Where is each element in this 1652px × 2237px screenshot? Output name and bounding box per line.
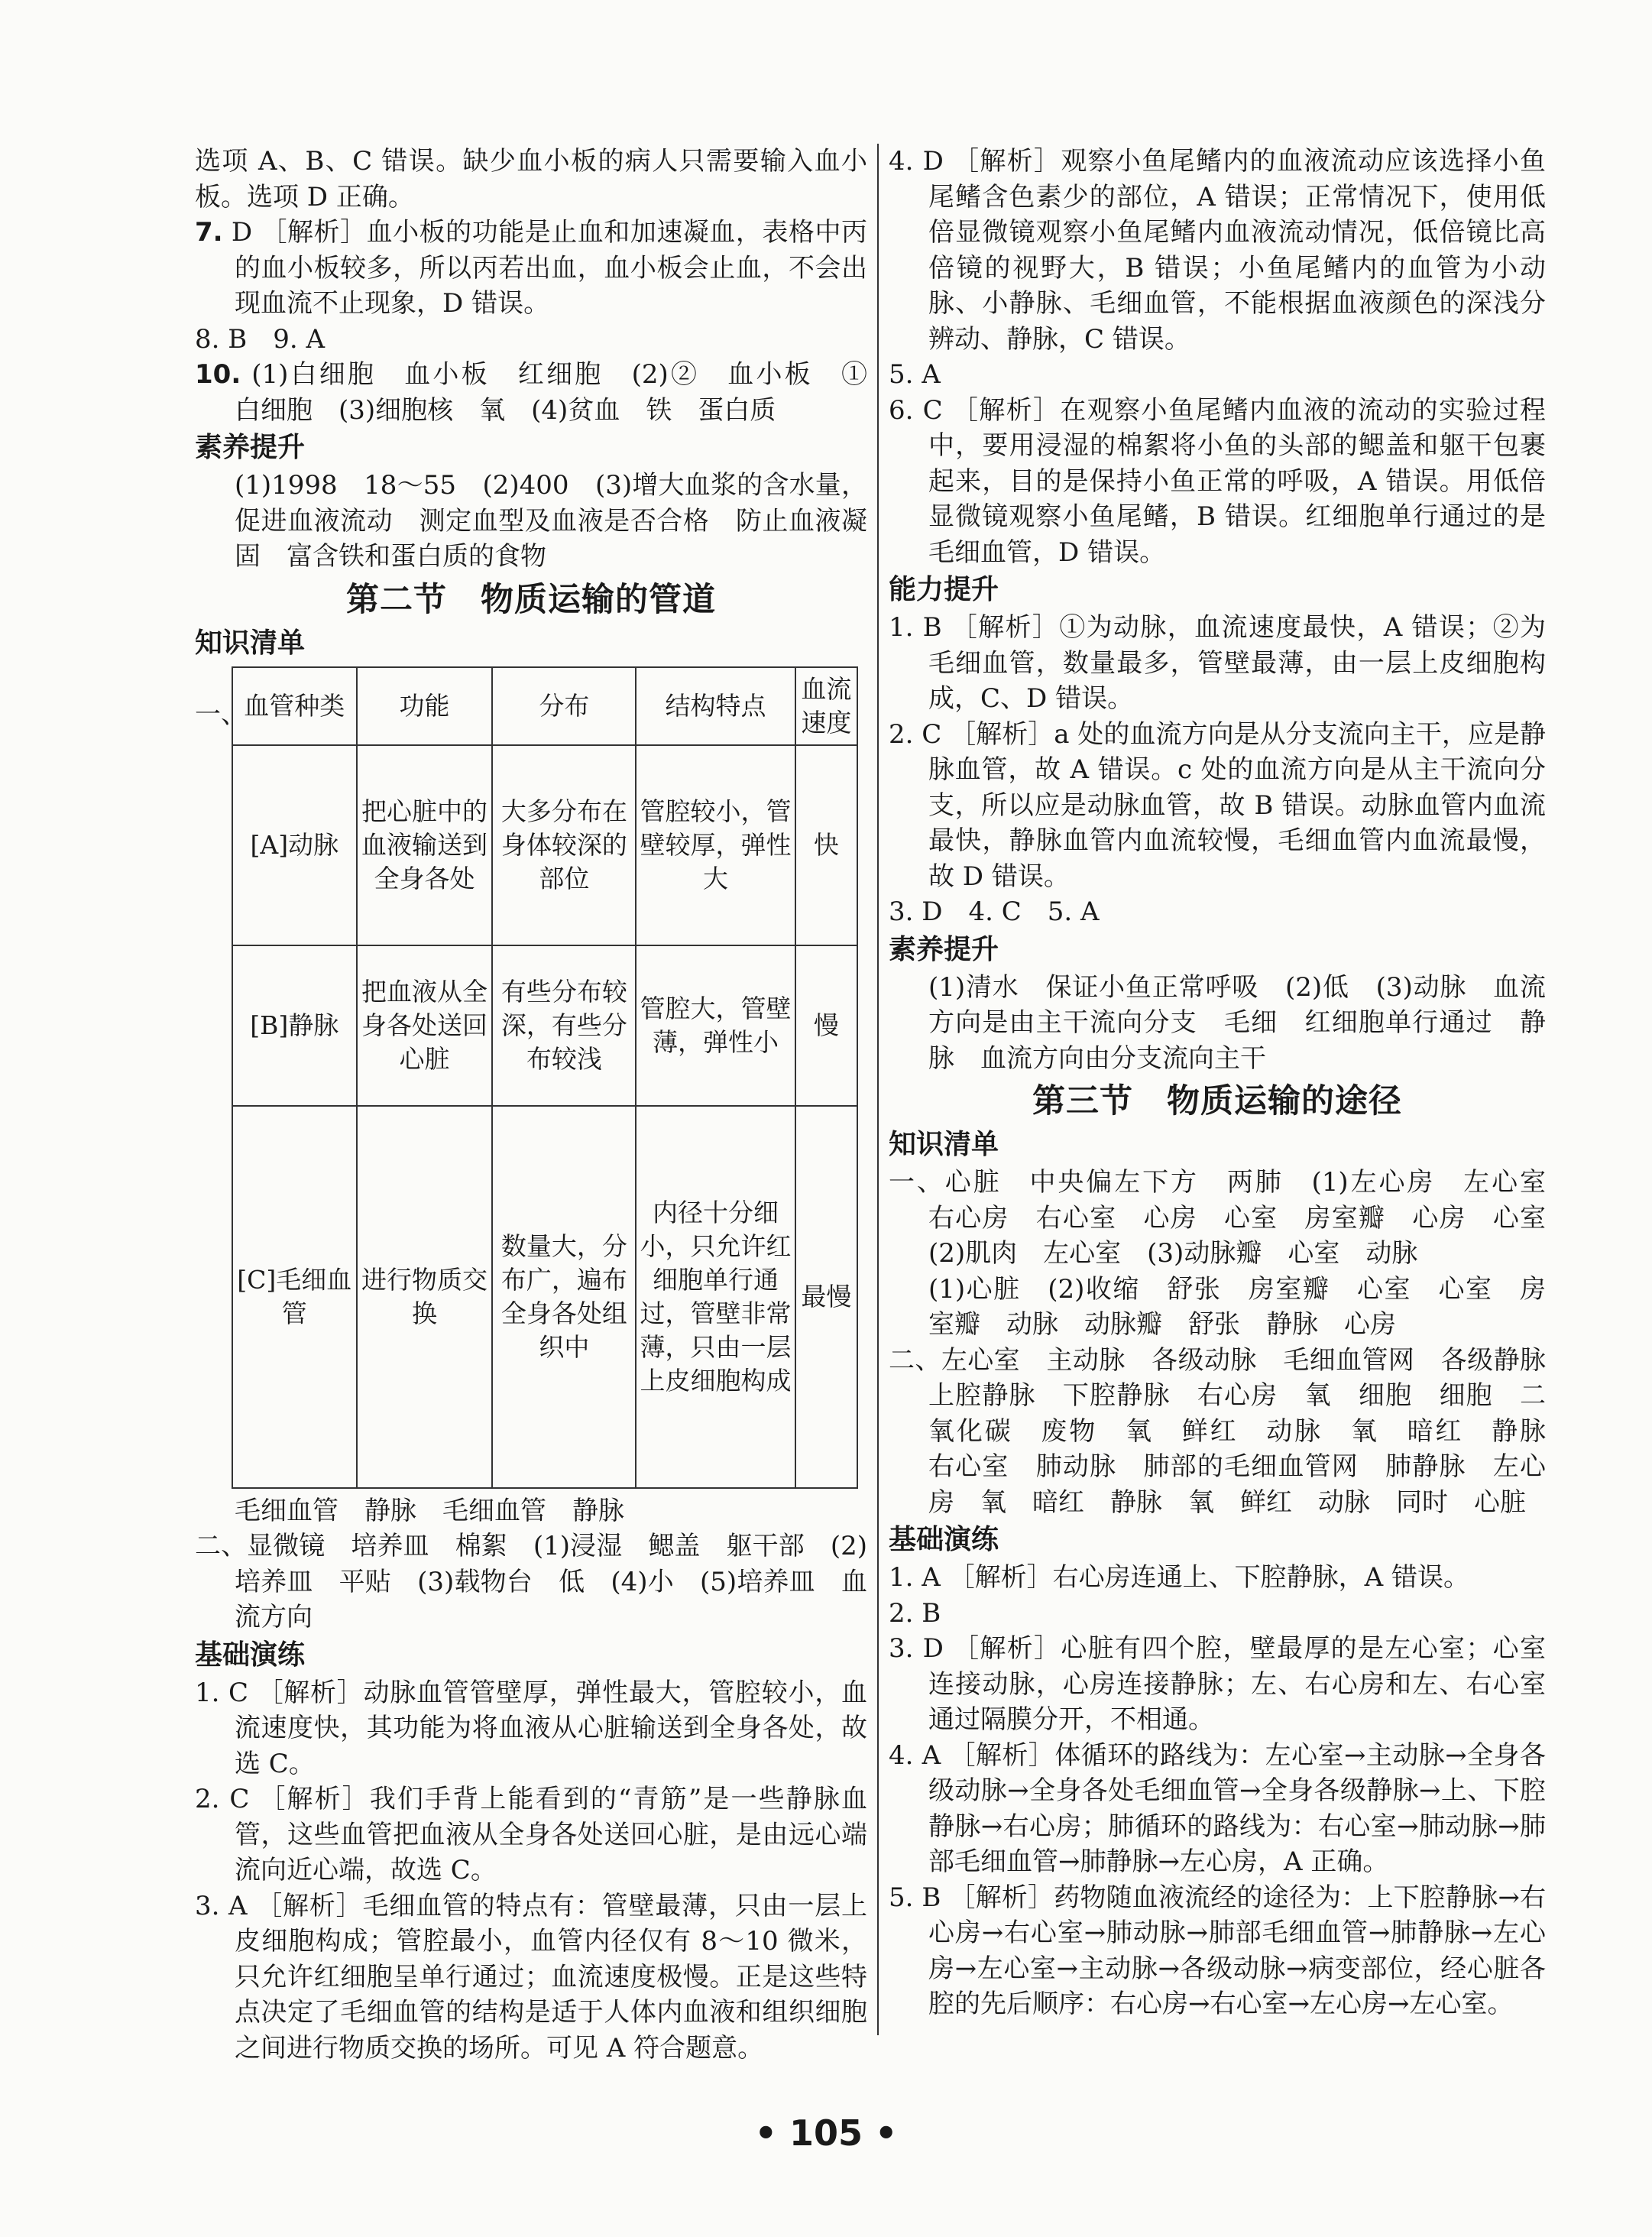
answer-n3: 3. D 4. C 5. A: [889, 896, 1100, 927]
answer-number: 7.: [195, 217, 223, 248]
section-heading: 素养提升: [889, 933, 999, 965]
page-number: • 105 •: [754, 2112, 898, 2154]
answer-j3: 3. D ［解析］心脏有四个腔，壁最厚的是左心室；心室连接动脉，心房连接静脉；左、右心房和左、右心室通过隔膜分开，不相通。: [889, 1633, 1546, 1735]
knowledge-part-2: 二、左心室 主动脉 各级动脉 毛细血管网 各级静脉 上腔静脉 下腔静脉 右心房 氧 细胞 细胞 二氧化碳 废物 氧 鲜红 动脉 氧 暗红 静脉 右心室 肺动脉 肺部的毛细血管网 肺静脉 左心房 氧 暗红 静脉 氧 鲜红 动脉 同时 心脏: [889, 1344, 1572, 1518]
chapter-title: 第三节 物质运输的途径: [1032, 1082, 1402, 1120]
section-heading: 基础演练: [889, 1524, 999, 1555]
header-cell: 分布: [492, 667, 636, 745]
answer-text: D ［解析］血小板的功能是止血和加速凝血，表格中丙的血小板较多，所以丙若出血，血小板会止血，不会出现血流不止现象，D 错误。: [231, 217, 867, 319]
answer-r5: 5. A: [889, 359, 941, 390]
left-column: [195, 144, 893, 2066]
table-header-row: [232, 667, 857, 745]
suyang2-answers: (1)清水 保证小鱼正常呼吸 (2)低 (3)动脉 血流方向是由主干流向分支 毛细 红细胞单行通过 静脉 血流方向由分支流向主干: [928, 971, 1546, 1074]
column-divider: [877, 144, 879, 2035]
table-cell: 把心脏中的血液输送到全身各处: [357, 745, 493, 945]
section-heading: 素养提升: [195, 432, 306, 463]
suyang-answers: (1)1998 18～55 (2)400 (3)增大血浆的含水量，促进血液流动 测定血型及血液是否合格 防止血液凝固 富含铁和蛋白质的食物: [235, 470, 867, 572]
header-cell: 结构特点: [636, 667, 795, 745]
table-cell: 数量大，分布广，遍布全身各处组织中: [492, 1106, 636, 1488]
answer-j2: 2. B: [889, 1597, 941, 1629]
answer-b3: 3. A ［解析］毛细血管的特点有：管壁最薄，只由一层上皮细胞构成；管腔最小，血管内径仅有 8～10 微米，只允许红细胞呈单行通过；血流速度极慢。正是这些特点决定了毛细血管的结构是适于人体内血液和组织细胞之间进行物质交换的场所。可见 A 符合题意。: [195, 1890, 867, 2064]
table-cell: [B]静脉: [232, 945, 357, 1106]
knowledge-part-1: 一、心脏 中央偏左下方 两肺 (1)左心房 左心室 右心房 右心室 心房 心室 房室瓣 心房 心室 (2)肌肉 左心室 (3)动脉瓣 心室 动脉: [889, 1167, 1572, 1269]
table-cell: 快: [795, 745, 857, 945]
answer-b1: 1. C ［解析］动脉血管管壁厚，弹性最大，管腔较小，血流速度快，其功能为将血液从心脏输送到全身各处，故选 C。: [195, 1677, 867, 1779]
right-column: [889, 144, 1572, 2022]
answer-b2: 2. C ［解析］我们手背上能看到的“青筋”是一些静脉血管，这些血管把血液从全身各处送回心脏，是由远心端流向近心端，故选 C。: [195, 1784, 867, 1885]
table-row: [232, 745, 857, 945]
answer-line: 选项 A、B、C 错误。缺少血小板的病人只需要输入血小板。选项 D 正确。: [195, 146, 867, 212]
table-followup: 毛细血管 静脉 毛细血管 静脉: [235, 1495, 624, 1526]
answer-j1: 1. A ［解析］右心房连通上、下腔静脉，A 错误。: [889, 1562, 1469, 1593]
table-cell: 管腔较小，管壁较厚，弹性大: [636, 745, 795, 945]
header-cell: 功能: [357, 667, 493, 745]
answer-j4: 4. A ［解析］体循环的路线为：左心室→主动脉→全身各级动脉→全身各处毛细血管→全身各级静脉→上、下腔静脉→右心房；肺循环的路线为：右心室→肺动脉→肺部毛细血管→肺静脉→左心房，A 正确。: [889, 1739, 1546, 1877]
answer-r6: 6. C ［解析］在观察小鱼尾鳍内血液的流动的实验过程中，要用浸湿的棉絮将小鱼的头部的鳃盖和躯干包裹起来，目的是保持小鱼正常的呼吸，A 错误。用低倍显微镜观察小鱼尾鳍，B 错误。红细胞单行通过的是毛细血管，D 错误。: [889, 394, 1546, 568]
table-row: [232, 1106, 857, 1488]
table-cell: 慢: [795, 945, 857, 1106]
header-cell: 血流速度: [795, 667, 857, 745]
vessel-table: [232, 666, 858, 1489]
table-cell: 内径十分细小，只允许红细胞单行通过，管壁非常薄，只由一层上皮细胞构成: [636, 1106, 795, 1488]
table-cell: 进行物质交换: [357, 1106, 493, 1488]
answer-10: [195, 357, 893, 428]
answer-number: 10.: [195, 359, 241, 390]
table-marker: 一、: [195, 699, 247, 730]
table-cell: 把血液从全身各处送回心脏: [357, 945, 493, 1106]
section-heading: 基础演练: [195, 1639, 306, 1671]
section-heading: 能力提升: [889, 574, 999, 605]
knowledge-part-2: 二、显微镜 培养皿 棉絮 (1)浸湿 鳃盖 躯干部 (2)培养皿 平贴 (3)载物台 低 (4)小 (5)培养皿 血流方向: [195, 1531, 867, 1632]
answer-8-9: 8. B 9. A: [195, 323, 326, 355]
answer-n1: 1. B ［解析］①为动脉，血流速度最快，A 错误；②为毛细血管，数量最多，管壁最薄，由一层上皮细胞构成，C、D 错误。: [889, 612, 1546, 714]
answer-j5: 5. B ［解析］药物随血液流经的途径为：上下腔静脉→右心房→右心室→肺动脉→肺部毛细血管→肺静脉→左心房→左心室→主动脉→各级动脉→病变部位，经心脏各腔的先后顺序：右心房→右心室→左心房→左心室。: [889, 1882, 1546, 2019]
table-row: [232, 945, 857, 1106]
answer-n2: 2. C ［解析］a 处的血流方向是从分支流向主干，应是静脉血管，故 A 错误。c 处的血流方向是从主干流向分支，所以应是动脉血管，故 B 错误。动脉血管内血流最快，静脉血管内血流较慢，毛细血管内血流最慢，故 D 错误。: [889, 718, 1546, 892]
table-cell: 管腔大，管壁薄，弹性小: [636, 945, 795, 1106]
knowledge-part-1b: (1)心脏 (2)收缩 舒张 房室瓣 心室 心室 房室瓣 动脉 动脉瓣 舒张 静脉 心房: [928, 1273, 1546, 1340]
table-cell: 大多分布在身体较深的部位: [492, 745, 636, 945]
section-heading: 知识清单: [889, 1129, 999, 1160]
answer-text: (1)白细胞 血小板 红细胞 (2)② 血小板 ① 白细胞 (3)细胞核 氧 (4)贫血 铁 蛋白质: [235, 359, 893, 426]
chapter-title: 第二节 物质运输的管道: [346, 580, 716, 619]
answer-r4: 4. D ［解析］观察小鱼尾鳍内的血液流动应该选择小鱼尾鳍含色素少的部位，A 错误；正常情况下，使用低倍显微镜观察小鱼尾鳍内血液流动情况，低倍镜比高倍镜的视野大，B 错误；小鱼尾鳍内的血管为小动脉、小静脉、毛细血管，不能根据血液颜色的深浅分辨动、静脉，C 错误。: [889, 146, 1546, 355]
header-cell: 血管种类: [232, 667, 357, 745]
table-cell: [A]动脉: [232, 745, 357, 945]
vessel-table-wrap: [195, 666, 867, 1489]
table-cell: [C]毛细血管: [232, 1106, 357, 1488]
answer-7: [195, 215, 867, 322]
table-cell: 有些分布较深，有些分布较浅: [492, 945, 636, 1106]
section-heading: 知识清单: [195, 627, 306, 659]
table-cell: 最慢: [795, 1106, 857, 1488]
